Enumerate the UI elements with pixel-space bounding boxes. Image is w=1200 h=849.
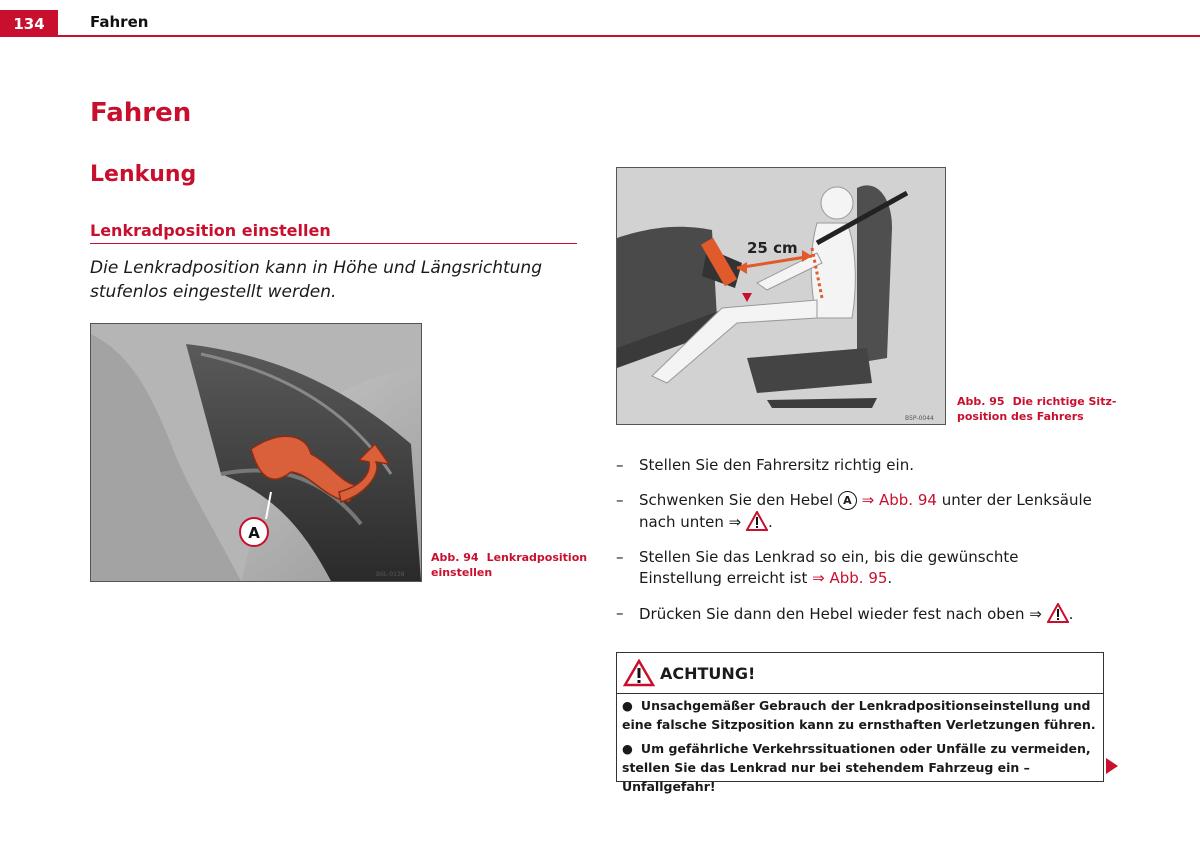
step-dash: – [616,548,624,566]
step-3 [616,547,1106,589]
figure-95-seat-position-image [616,167,946,425]
step-1-text: Stellen Sie den Fahrersitz richtig ein. [639,456,914,474]
step-4 [616,603,1106,625]
warning-item-text: Unsachgemäßer Gebrauch der Lenkradpositionseinstellung und eine falsche Sitzposition kann zu ernsthaften Verletzungen führen. [622,698,1096,732]
step-2-text-a: Schwenken Sie den Hebel [639,491,834,509]
intro-text: Die Lenkradposition kann in Höhe und Längsrichtung stufenlos eingestellt werden. [90,258,542,302]
warning-triangle-icon[interactable] [746,511,768,531]
warning-item [622,696,1098,734]
marker-a-label: A [248,524,260,542]
step-period: . [768,513,773,531]
warning-header [617,653,1103,694]
figure-94-label: Abb. 94 [431,551,479,564]
step-dash: – [616,604,624,622]
step-4-text: Drücken Sie dann den Hebel wieder fest nach oben [639,605,1025,623]
figure-94-code: B6L-0138 [376,571,405,578]
step-2-text-b: unter der Lenksäule nach unten [639,491,1092,531]
page-title: Fahren [90,98,192,128]
step-1 [616,455,1106,476]
bullet-icon: ● [622,741,633,756]
driver-seat-illustration [617,168,945,424]
step-period: . [887,569,893,587]
figure-95-label: Abb. 95 [957,395,1005,408]
warning-title: ACHTUNG! [660,664,756,683]
arrow-symbol: ⇒ [728,513,742,531]
page-number: 134 [0,10,58,37]
warning-triangle-icon [623,659,655,687]
step-3-text: Stellen Sie das Lenkrad so ein, bis die gewünschte Einstellung erreicht ist [639,548,1019,587]
steering-column-illustration [91,324,421,581]
figure-94-caption-text: Lenkradposition einstellen [431,551,588,579]
distance-label: 25 cm [747,239,798,257]
header-divider [58,35,1200,37]
figure-94-caption [431,550,591,580]
bullet-icon: ● [622,698,633,713]
next-page-arrow-icon[interactable] [1106,758,1118,774]
warning-item-text: Um gefährliche Verkehrssituationen oder Unfälle zu vermeiden, stellen Sie das Lenkrad nur bei stehendem Fahrzeug ein – Unfallgefahr! [622,741,1091,794]
page-header [0,0,1200,37]
subsection-divider [90,243,577,244]
figure-95-link[interactable]: ⇒ Abb. 95 [812,569,888,587]
figure-95-caption [957,394,1117,424]
warning-triangle-icon[interactable] [1047,603,1069,623]
header-section-title: Fahren [90,13,149,31]
warning-body [617,694,1103,803]
step-dash: – [616,491,624,509]
warning-item [622,739,1098,796]
lever-a-marker: A [838,491,857,510]
step-dash: – [616,456,624,474]
step-period: . [1068,605,1074,623]
figure-95-code: B5P-0044 [905,415,934,422]
figure-94-link[interactable]: ⇒ Abb. 94 [861,491,937,509]
instruction-steps [616,455,1106,639]
step-2 [616,490,1106,533]
subsection-title: Lenkradposition einstellen [90,221,331,240]
warning-box [616,652,1104,794]
section-title: Lenkung [90,162,197,187]
figure-94-steering-lever-image [90,323,422,582]
figure-95-caption-text: Die richtige Sitz-position des Fahrers [957,395,1117,423]
arrow-symbol: ⇒ [1029,605,1042,623]
